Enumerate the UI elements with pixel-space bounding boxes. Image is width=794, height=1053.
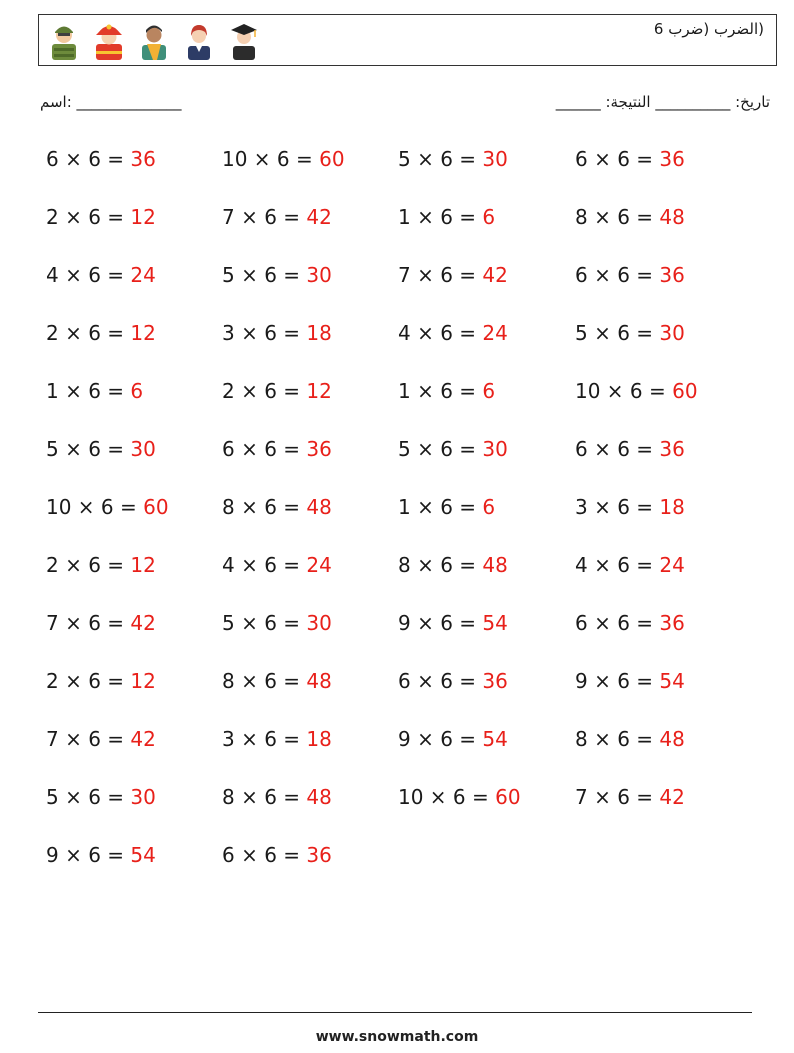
problem-answer: 54 <box>130 843 156 867</box>
problem-question: 8 × 6 = <box>222 669 307 693</box>
problem-item <box>46 785 156 809</box>
problem-item <box>222 669 332 693</box>
problem-answer: 48 <box>659 727 685 751</box>
problem-answer: 60 <box>672 379 698 403</box>
problem-item <box>575 669 685 693</box>
problem-question: 4 × 6 = <box>575 553 660 577</box>
problem-question: 8 × 6 = <box>222 495 307 519</box>
soldier-icon <box>45 20 83 60</box>
problem-answer: 54 <box>482 727 508 751</box>
problem-answer: 30 <box>306 263 332 287</box>
problem-item <box>575 437 685 461</box>
problem-question: 9 × 6 = <box>398 611 483 635</box>
problem-answer: 24 <box>306 553 332 577</box>
problem-item <box>46 379 143 403</box>
problem-item <box>398 263 508 287</box>
problem-item <box>46 495 169 519</box>
problem-item <box>575 611 685 635</box>
problem-item <box>398 321 508 345</box>
problem-question: 1 × 6 = <box>398 379 483 403</box>
problem-item <box>398 727 508 751</box>
problem-item <box>46 727 156 751</box>
problem-answer: 48 <box>659 205 685 229</box>
problem-item <box>222 843 332 867</box>
problem-question: 4 × 6 = <box>222 553 307 577</box>
problem-item <box>398 553 508 577</box>
footer-divider <box>38 1012 752 1013</box>
date-score-field: ______ :تاريخ: __________ النتيجة <box>555 93 770 111</box>
problem-question: 2 × 6 = <box>46 321 131 345</box>
problem-item <box>46 263 156 287</box>
graduate-icon <box>225 20 263 60</box>
problem-answer: 60 <box>319 147 345 171</box>
problem-answer: 36 <box>130 147 156 171</box>
problem-answer: 30 <box>306 611 332 635</box>
problem-item <box>575 379 698 403</box>
scarf-person-icon <box>135 20 173 60</box>
problem-question: 8 × 6 = <box>575 727 660 751</box>
problem-item <box>222 727 332 751</box>
problem-answer: 54 <box>482 611 508 635</box>
problem-item <box>398 147 508 171</box>
problem-item <box>398 785 521 809</box>
problem-answer: 12 <box>130 553 156 577</box>
problem-answer: 36 <box>659 611 685 635</box>
problem-answer: 24 <box>482 321 508 345</box>
problem-question: 5 × 6 = <box>46 785 131 809</box>
problem-question: 6 × 6 = <box>398 669 483 693</box>
problem-item <box>222 611 332 635</box>
problem-answer: 36 <box>306 437 332 461</box>
problem-answer: 6 <box>130 379 144 403</box>
problem-question: 3 × 6 = <box>222 321 307 345</box>
problem-item <box>222 553 332 577</box>
problem-answer: 42 <box>306 205 332 229</box>
problem-question: 2 × 6 = <box>222 379 307 403</box>
problem-question: 10 × 6 = <box>46 495 144 519</box>
problem-question: 7 × 6 = <box>46 727 131 751</box>
problem-item <box>222 321 332 345</box>
problem-answer: 60 <box>143 495 169 519</box>
problem-question: 3 × 6 = <box>222 727 307 751</box>
problem-answer: 18 <box>659 495 685 519</box>
problem-question: 2 × 6 = <box>46 553 131 577</box>
problem-question: 10 × 6 = <box>222 147 320 171</box>
problem-item <box>575 321 685 345</box>
problem-answer: 12 <box>130 669 156 693</box>
problem-question: 6 × 6 = <box>575 437 660 461</box>
problem-answer: 30 <box>482 437 508 461</box>
problem-question: 6 × 6 = <box>575 263 660 287</box>
problem-answer: 54 <box>659 669 685 693</box>
problem-question: 9 × 6 = <box>398 727 483 751</box>
problem-question: 8 × 6 = <box>398 553 483 577</box>
problem-question: 6 × 6 = <box>222 843 307 867</box>
problem-question: 6 × 6 = <box>575 611 660 635</box>
problem-item <box>575 495 685 519</box>
problem-item <box>222 785 332 809</box>
problem-question: 5 × 6 = <box>46 437 131 461</box>
problem-answer: 24 <box>659 553 685 577</box>
problem-question: 7 × 6 = <box>46 611 131 635</box>
problem-answer: 24 <box>130 263 156 287</box>
problem-item <box>575 785 685 809</box>
problem-answer: 48 <box>306 669 332 693</box>
avatar-row <box>45 20 263 60</box>
problem-item <box>46 669 156 693</box>
problem-answer: 36 <box>659 437 685 461</box>
problem-item <box>575 727 685 751</box>
problem-question: 5 × 6 = <box>398 437 483 461</box>
problem-question: 9 × 6 = <box>575 669 660 693</box>
problem-question: 5 × 6 = <box>222 263 307 287</box>
problem-answer: 42 <box>130 611 156 635</box>
problem-answer: 60 <box>495 785 521 809</box>
problem-item <box>398 669 508 693</box>
problem-answer: 30 <box>659 321 685 345</box>
problem-question: 5 × 6 = <box>575 321 660 345</box>
problem-answer: 18 <box>306 727 332 751</box>
problem-item <box>222 379 332 403</box>
firefighter-icon <box>90 20 128 60</box>
page-title: (الضرب (ضرب 6 <box>653 20 764 38</box>
problem-item <box>46 437 156 461</box>
problem-question: 3 × 6 = <box>575 495 660 519</box>
problem-item <box>46 147 156 171</box>
problem-question: 5 × 6 = <box>398 147 483 171</box>
problem-answer: 6 <box>482 379 496 403</box>
problem-answer: 48 <box>482 553 508 577</box>
problem-answer: 30 <box>482 147 508 171</box>
businesswoman-icon <box>180 20 218 60</box>
problem-answer: 36 <box>659 263 685 287</box>
problem-answer: 42 <box>659 785 685 809</box>
problem-answer: 30 <box>130 785 156 809</box>
problem-item <box>575 205 685 229</box>
footer-url: www.snowmath.com <box>315 1029 479 1045</box>
problem-item <box>575 263 685 287</box>
problem-question: 9 × 6 = <box>46 843 131 867</box>
problem-question: 2 × 6 = <box>46 669 131 693</box>
problem-item <box>46 205 156 229</box>
problem-question: 7 × 6 = <box>575 785 660 809</box>
problem-item <box>46 553 156 577</box>
problem-question: 7 × 6 = <box>398 263 483 287</box>
problem-item <box>222 263 332 287</box>
problem-answer: 48 <box>306 785 332 809</box>
problem-item <box>398 379 495 403</box>
problem-answer: 30 <box>130 437 156 461</box>
problem-question: 7 × 6 = <box>222 205 307 229</box>
problem-answer: 6 <box>482 205 496 229</box>
problem-question: 1 × 6 = <box>398 205 483 229</box>
problem-item <box>222 205 332 229</box>
problem-question: 6 × 6 = <box>46 147 131 171</box>
problem-question: 8 × 6 = <box>575 205 660 229</box>
problem-question: 10 × 6 = <box>398 785 496 809</box>
problem-answer: 12 <box>130 321 156 345</box>
problem-item <box>575 553 685 577</box>
problem-answer: 6 <box>482 495 496 519</box>
problem-question: 4 × 6 = <box>46 263 131 287</box>
problem-item <box>46 611 156 635</box>
problem-question: 6 × 6 = <box>222 437 307 461</box>
name-field: اسم: ______________ <box>40 93 182 111</box>
problem-item <box>575 147 685 171</box>
worksheet-header <box>38 14 777 66</box>
problem-item <box>222 147 345 171</box>
problem-item <box>222 495 332 519</box>
problem-question: 1 × 6 = <box>46 379 131 403</box>
problem-item <box>398 205 495 229</box>
problem-answer: 42 <box>130 727 156 751</box>
problem-question: 8 × 6 = <box>222 785 307 809</box>
problem-item <box>46 321 156 345</box>
problem-answer: 36 <box>306 843 332 867</box>
problem-item <box>398 611 508 635</box>
problem-item <box>398 437 508 461</box>
problem-answer: 12 <box>130 205 156 229</box>
problem-answer: 48 <box>306 495 332 519</box>
problem-question: 10 × 6 = <box>575 379 673 403</box>
problem-item <box>398 495 495 519</box>
problem-item <box>46 843 156 867</box>
problem-answer: 42 <box>482 263 508 287</box>
problem-question: 4 × 6 = <box>398 321 483 345</box>
problem-question: 5 × 6 = <box>222 611 307 635</box>
problem-question: 1 × 6 = <box>398 495 483 519</box>
problem-answer: 12 <box>306 379 332 403</box>
problem-item <box>222 437 332 461</box>
problem-question: 6 × 6 = <box>575 147 660 171</box>
problem-answer: 18 <box>306 321 332 345</box>
problem-question: 2 × 6 = <box>46 205 131 229</box>
problem-answer: 36 <box>659 147 685 171</box>
problem-answer: 36 <box>482 669 508 693</box>
